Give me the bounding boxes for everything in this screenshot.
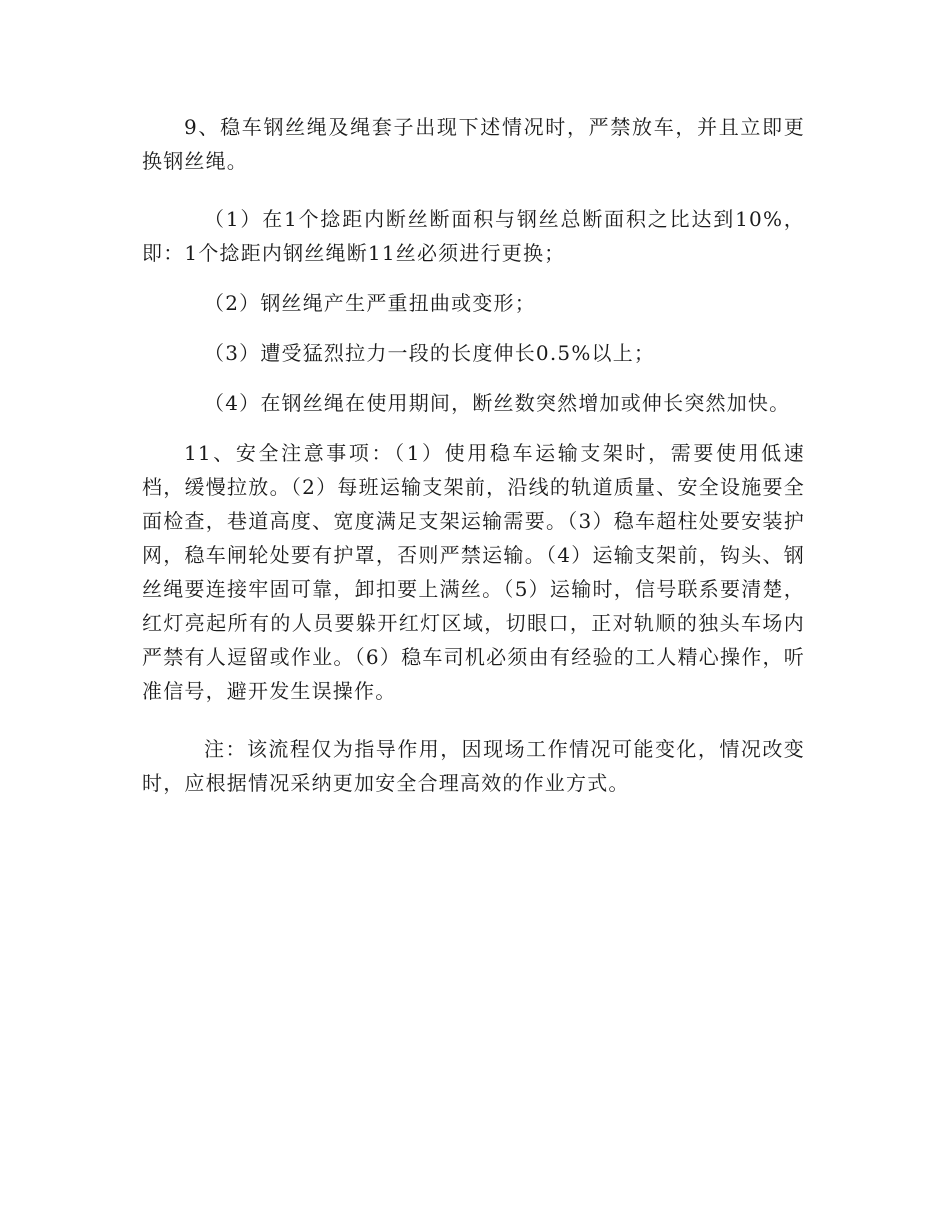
paragraph-item-11-safety: 11、安全注意事项：（1）使用稳车运输支架时，需要使用低速档，缓慢拉放。（2）每班运输支架前，沿线的轨道质量、安全设施要全面检查，巷道高度、宽度满足支架运输需要。（3）稳车超柱处要安装护网，稳车闸轮处要有护罩，否则严禁运输。（4）运输支架前，钩头、钢丝绳要连接牢固可靠，卸扣要上满丝。（5）运输时，信号联系要清楚，红灯亮起所有的人员要躲开红灯区域，切眼口，正对轨顺的独头车场内严禁有人逗留或作业。（6）稳车司机必须由有经验的工人精心操作，听准信号，避开发生误操作。 (142, 441, 805, 703)
paragraph-item-9: 9、稳车钢丝绳及绳套子出现下述情况时，严禁放车，并且立即更换钢丝绳。 (142, 115, 805, 173)
paragraph-condition-3: （3）遭受猛烈拉力一段的长度伸长0.5%以上； (204, 341, 656, 365)
paragraph-condition-4: （4）在钢丝绳在使用期间，断丝数突然增加或伸长突然加快。 (204, 391, 791, 415)
paragraph-condition-2: （2）钢丝绳产生严重扭曲或变形； (204, 291, 536, 315)
paragraph-note: 注：该流程仅为指导作用，因现场工作情况可能变化，情况改变时，应根据情况采纳更加安全合理高效的作业方式。 (142, 737, 805, 795)
paragraph-condition-1: （1）在1个捻距内断丝断面积与钢丝总断面积之比达到10%，即：1个捻距内钢丝绳断11丝必须进行更换； (142, 207, 805, 265)
